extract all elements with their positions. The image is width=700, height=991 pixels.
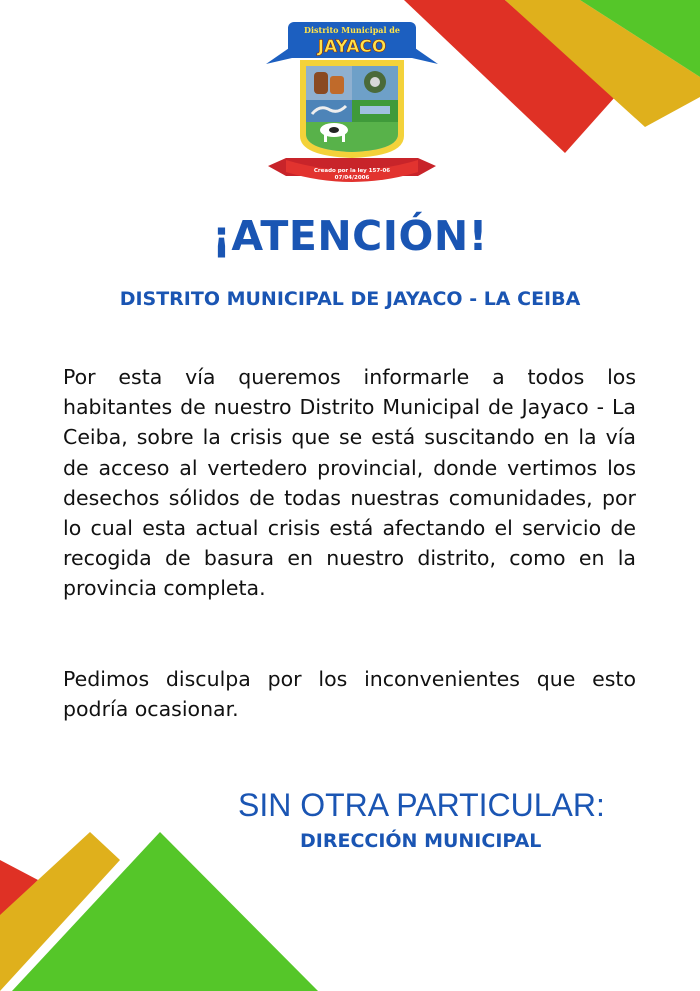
emblem-banner-name: JAYACO: [317, 37, 387, 57]
municipal-seal-emblem: [262, 16, 442, 188]
notice-paragraph-2: Pedimos disculpa por los inconvenientes que esto podría ocasionar.: [63, 667, 636, 722]
emblem-ribbon-line1: Creado por la ley 157-06: [313, 168, 391, 174]
signature-line: DIRECCIÓN MUNICIPAL: [300, 830, 542, 852]
attention-title: ¡ATENCIÓN!: [212, 212, 488, 260]
notice-paragraph-1: Por esta vía queremos informarle a todos los habitantes de nuestro Distrito Municipal de Jayaco - La Ceiba, sobre la crisis que se está suscitando en la vía de acceso al vertedero provincial, donde vertimos los desechos sólidos de todas nuestras comunidades, por lo cual esta actual crisis está afectando el servicio de recogida de basura en nuestro distrito, como en la provincia completa.: [63, 365, 636, 601]
district-subtitle: DISTRITO MUNICIPAL DE JAYACO - LA CEIBA: [119, 288, 581, 310]
closing-line: SIN OTRA PARTICULAR:: [238, 787, 605, 823]
emblem-banner-top: Distrito Municipal de: [304, 25, 400, 35]
emblem-ribbon-line2: 07/04/2006: [334, 175, 370, 181]
